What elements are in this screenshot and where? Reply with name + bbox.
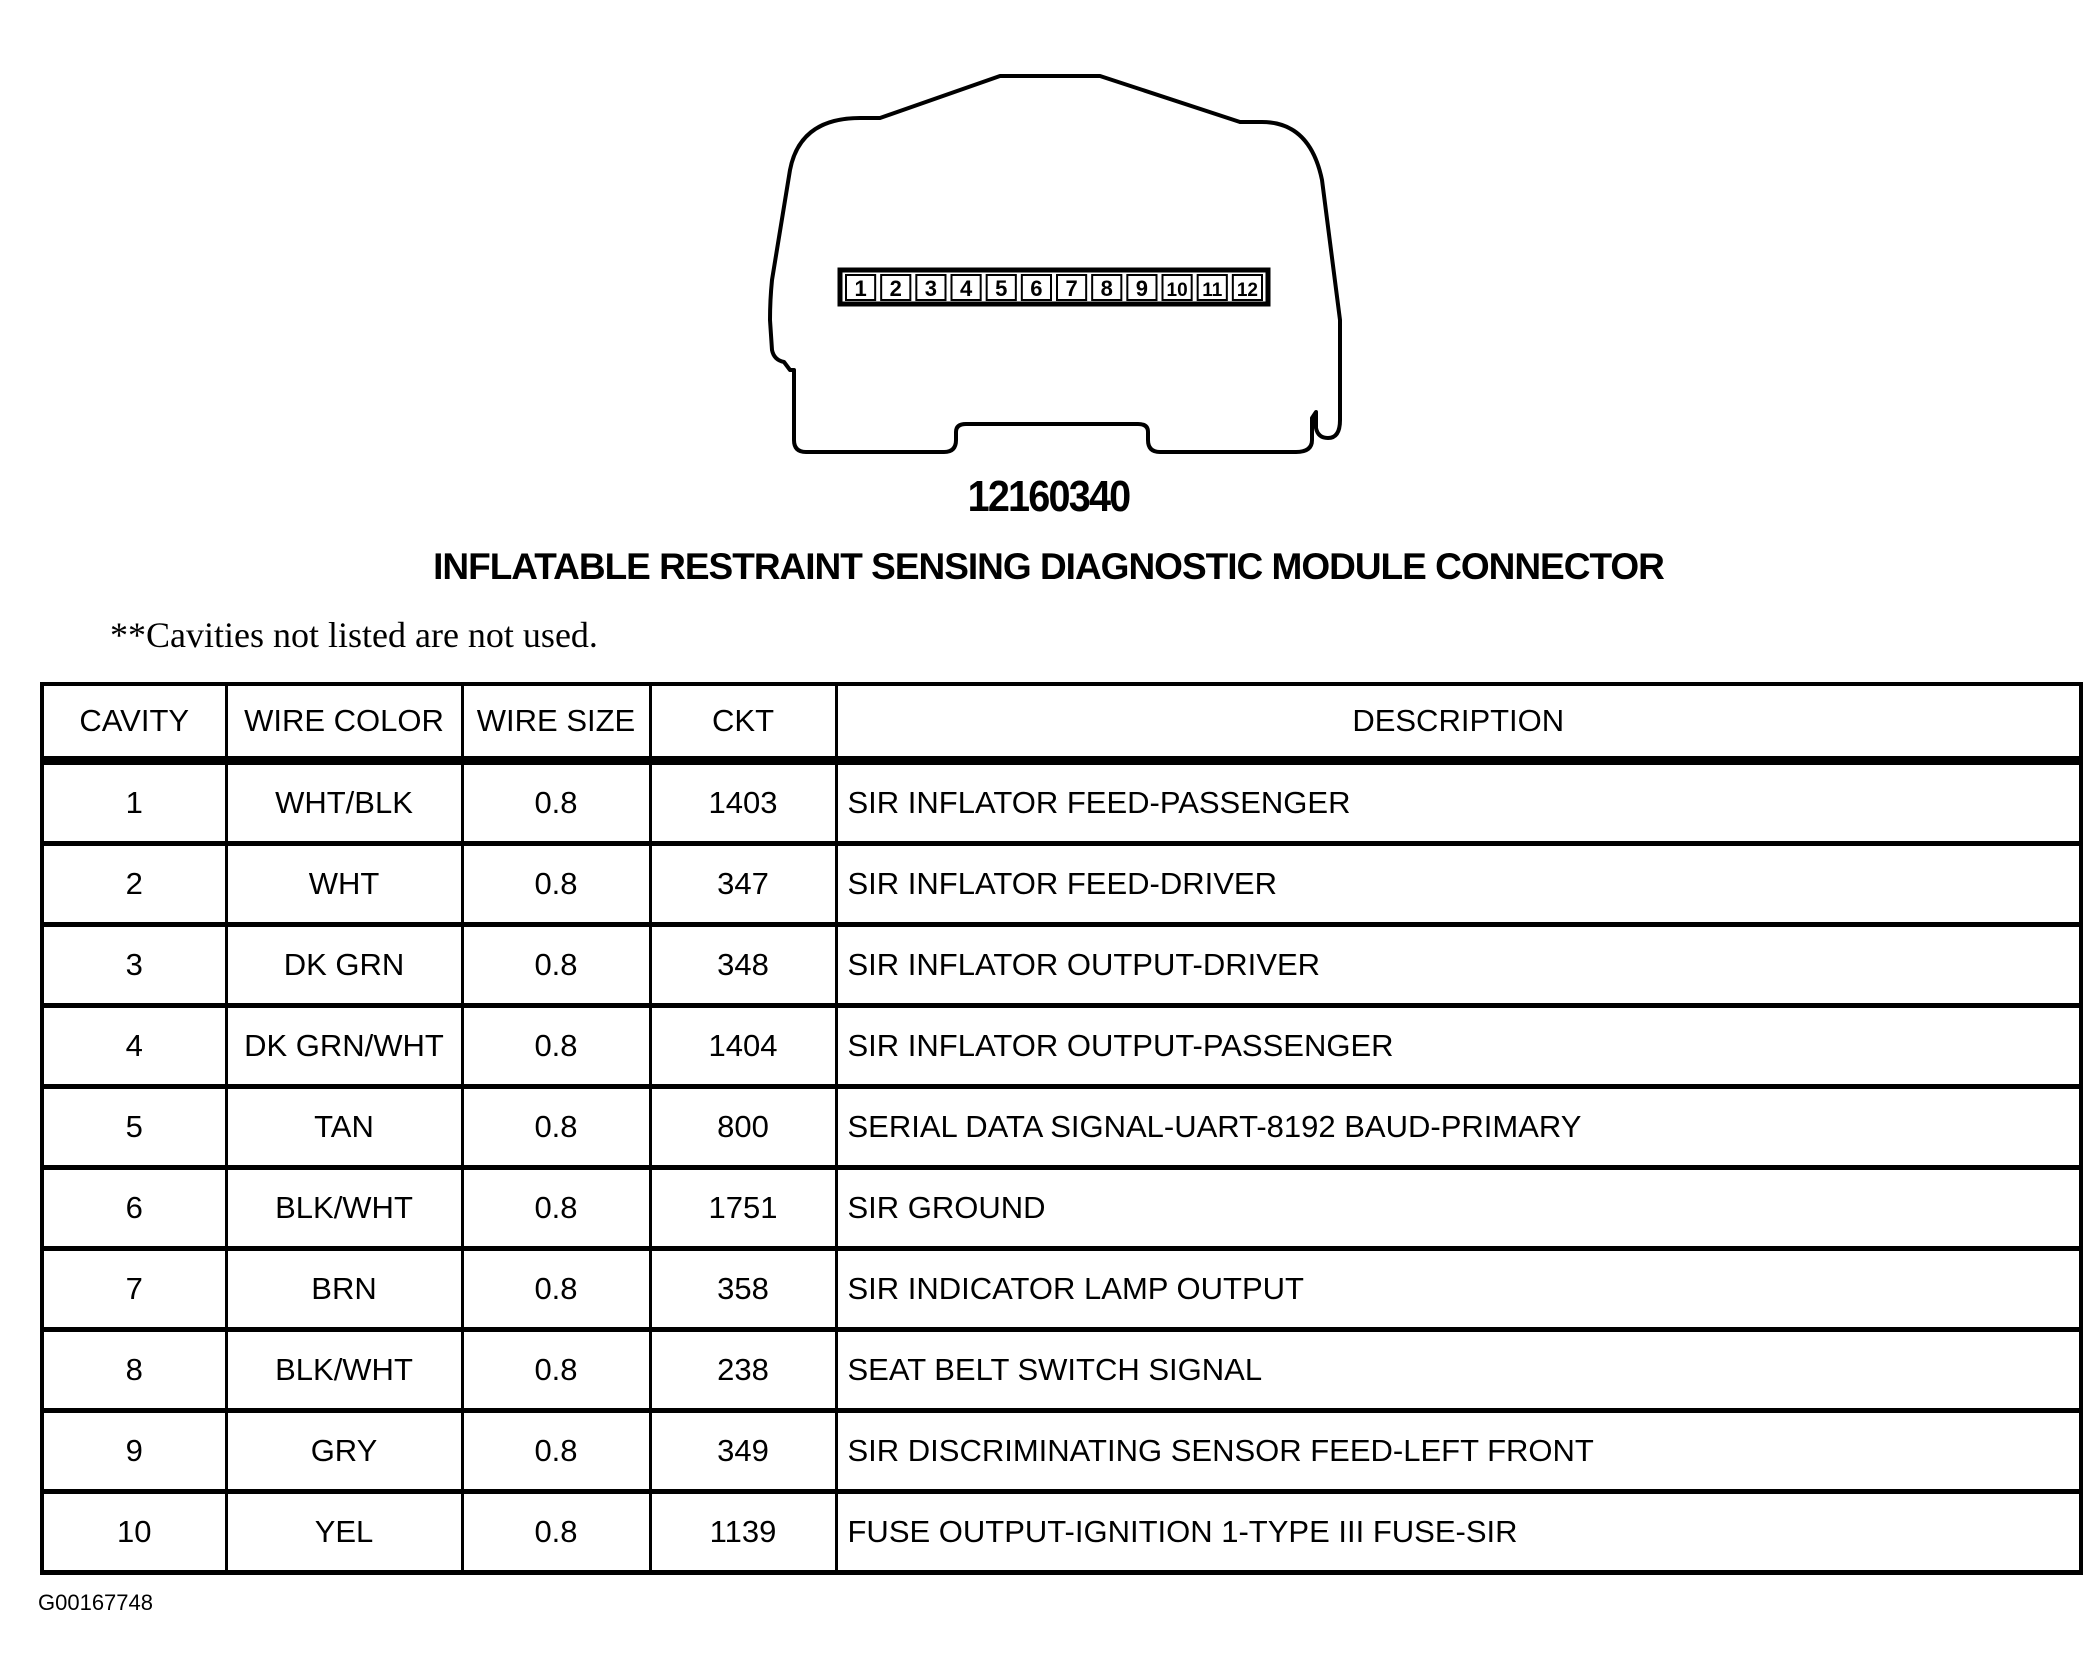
pin-number: 12 (1236, 280, 1258, 301)
cell-cavity: 9 (42, 1411, 226, 1492)
pinout-table (40, 682, 2083, 1575)
cell-wire-size: 0.8 (462, 761, 650, 844)
figure-id: G00167748 (38, 1590, 153, 1615)
cell-description: SIR INFLATOR FEED-DRIVER (836, 844, 2081, 925)
pin-number: 3 (924, 276, 938, 301)
pin-number: 5 (995, 276, 1008, 301)
header-cavity: CAVITY (42, 684, 226, 761)
cell-cavity: 5 (42, 1087, 226, 1168)
cell-wire-color: WHT (226, 844, 462, 925)
cell-ckt: 800 (650, 1087, 836, 1168)
pin-number: 2 (889, 276, 902, 301)
pin-number: 7 (1065, 276, 1078, 301)
table-row (42, 1492, 2081, 1573)
cell-description: SERIAL DATA SIGNAL-UART-8192 BAUD-PRIMARY (836, 1087, 2081, 1168)
cell-cavity: 3 (42, 925, 226, 1006)
cell-ckt: 348 (650, 925, 836, 1006)
table-row (42, 761, 2081, 844)
connector-outline (770, 76, 1340, 452)
cell-ckt: 238 (650, 1330, 836, 1411)
cell-wire-size: 0.8 (462, 1087, 650, 1168)
header-wire-size: WIRE SIZE (462, 684, 650, 761)
cell-description: FUSE OUTPUT-IGNITION 1-TYPE III FUSE-SIR (836, 1492, 2081, 1573)
cell-wire-size: 0.8 (462, 925, 650, 1006)
table-row (42, 1168, 2081, 1249)
cell-ckt: 1403 (650, 761, 836, 844)
header-wire-color: WIRE COLOR (226, 684, 462, 761)
connector-title: INFLATABLE RESTRAINT SENSING DIAGNOSTIC MODULE CONNECTOR (433, 546, 1664, 587)
table-row (42, 844, 2081, 925)
cell-cavity: 10 (42, 1492, 226, 1573)
table-row (42, 1087, 2081, 1168)
cell-ckt: 1404 (650, 1006, 836, 1087)
cell-ckt: 349 (650, 1411, 836, 1492)
cell-ckt: 358 (650, 1249, 836, 1330)
cell-wire-size: 0.8 (462, 1006, 650, 1087)
pin-number: 6 (1030, 276, 1043, 301)
connector-part-number: 12160340 (967, 472, 1130, 521)
cell-wire-size: 0.8 (462, 1168, 650, 1249)
pin-number: 1 (854, 276, 867, 301)
cell-ckt: 1139 (650, 1492, 836, 1573)
cell-wire-size: 0.8 (462, 1492, 650, 1573)
table-row (42, 1330, 2081, 1411)
cell-wire-color: BLK/WHT (226, 1168, 462, 1249)
cell-wire-size: 0.8 (462, 844, 650, 925)
table-row (42, 1006, 2081, 1087)
table-row (42, 925, 2081, 1006)
connector-diagram (0, 0, 2097, 470)
header-description: DESCRIPTION (836, 684, 2081, 761)
pin-number: 10 (1166, 280, 1188, 301)
cell-description: SIR GROUND (836, 1168, 2081, 1249)
pin-number: 4 (959, 276, 973, 301)
cell-description: SIR INFLATOR OUTPUT-DRIVER (836, 925, 2081, 1006)
cell-cavity: 2 (42, 844, 226, 925)
cell-wire-color: TAN (226, 1087, 462, 1168)
cell-cavity: 8 (42, 1330, 226, 1411)
cell-wire-color: WHT/BLK (226, 761, 462, 844)
cell-description: SIR INDICATOR LAMP OUTPUT (836, 1249, 2081, 1330)
pin-number: 11 (1202, 280, 1223, 301)
cell-cavity: 6 (42, 1168, 226, 1249)
cell-description: SIR DISCRIMINATING SENSOR FEED-LEFT FRONT (836, 1411, 2081, 1492)
cell-description: SIR INFLATOR OUTPUT-PASSENGER (836, 1006, 2081, 1087)
cell-cavity: 4 (42, 1006, 226, 1087)
cell-wire-color: BRN (226, 1249, 462, 1330)
cell-cavity: 7 (42, 1249, 226, 1330)
cell-ckt: 1751 (650, 1168, 836, 1249)
pin-number: 9 (1135, 276, 1149, 301)
cell-wire-size: 0.8 (462, 1249, 650, 1330)
pin-number: 8 (1100, 276, 1113, 301)
cell-wire-color: DK GRN (226, 925, 462, 1006)
cell-wire-color: BLK/WHT (226, 1330, 462, 1411)
table-row (42, 1249, 2081, 1330)
cell-description: SIR INFLATOR FEED-PASSENGER (836, 761, 2081, 844)
cell-ckt: 347 (650, 844, 836, 925)
header-ckt: CKT (650, 684, 836, 761)
cell-wire-color: DK GRN/WHT (226, 1006, 462, 1087)
cell-wire-color: GRY (226, 1411, 462, 1492)
cell-wire-size: 0.8 (462, 1330, 650, 1411)
table-row (42, 1411, 2081, 1492)
cell-wire-size: 0.8 (462, 1411, 650, 1492)
cell-wire-color: YEL (226, 1492, 462, 1573)
cell-description: SEAT BELT SWITCH SIGNAL (836, 1330, 2081, 1411)
table-body (42, 761, 2081, 1573)
table-header-row (42, 684, 2081, 761)
unused-cavities-note: **Cavities not listed are not used. (110, 615, 598, 655)
cell-cavity: 1 (42, 761, 226, 844)
